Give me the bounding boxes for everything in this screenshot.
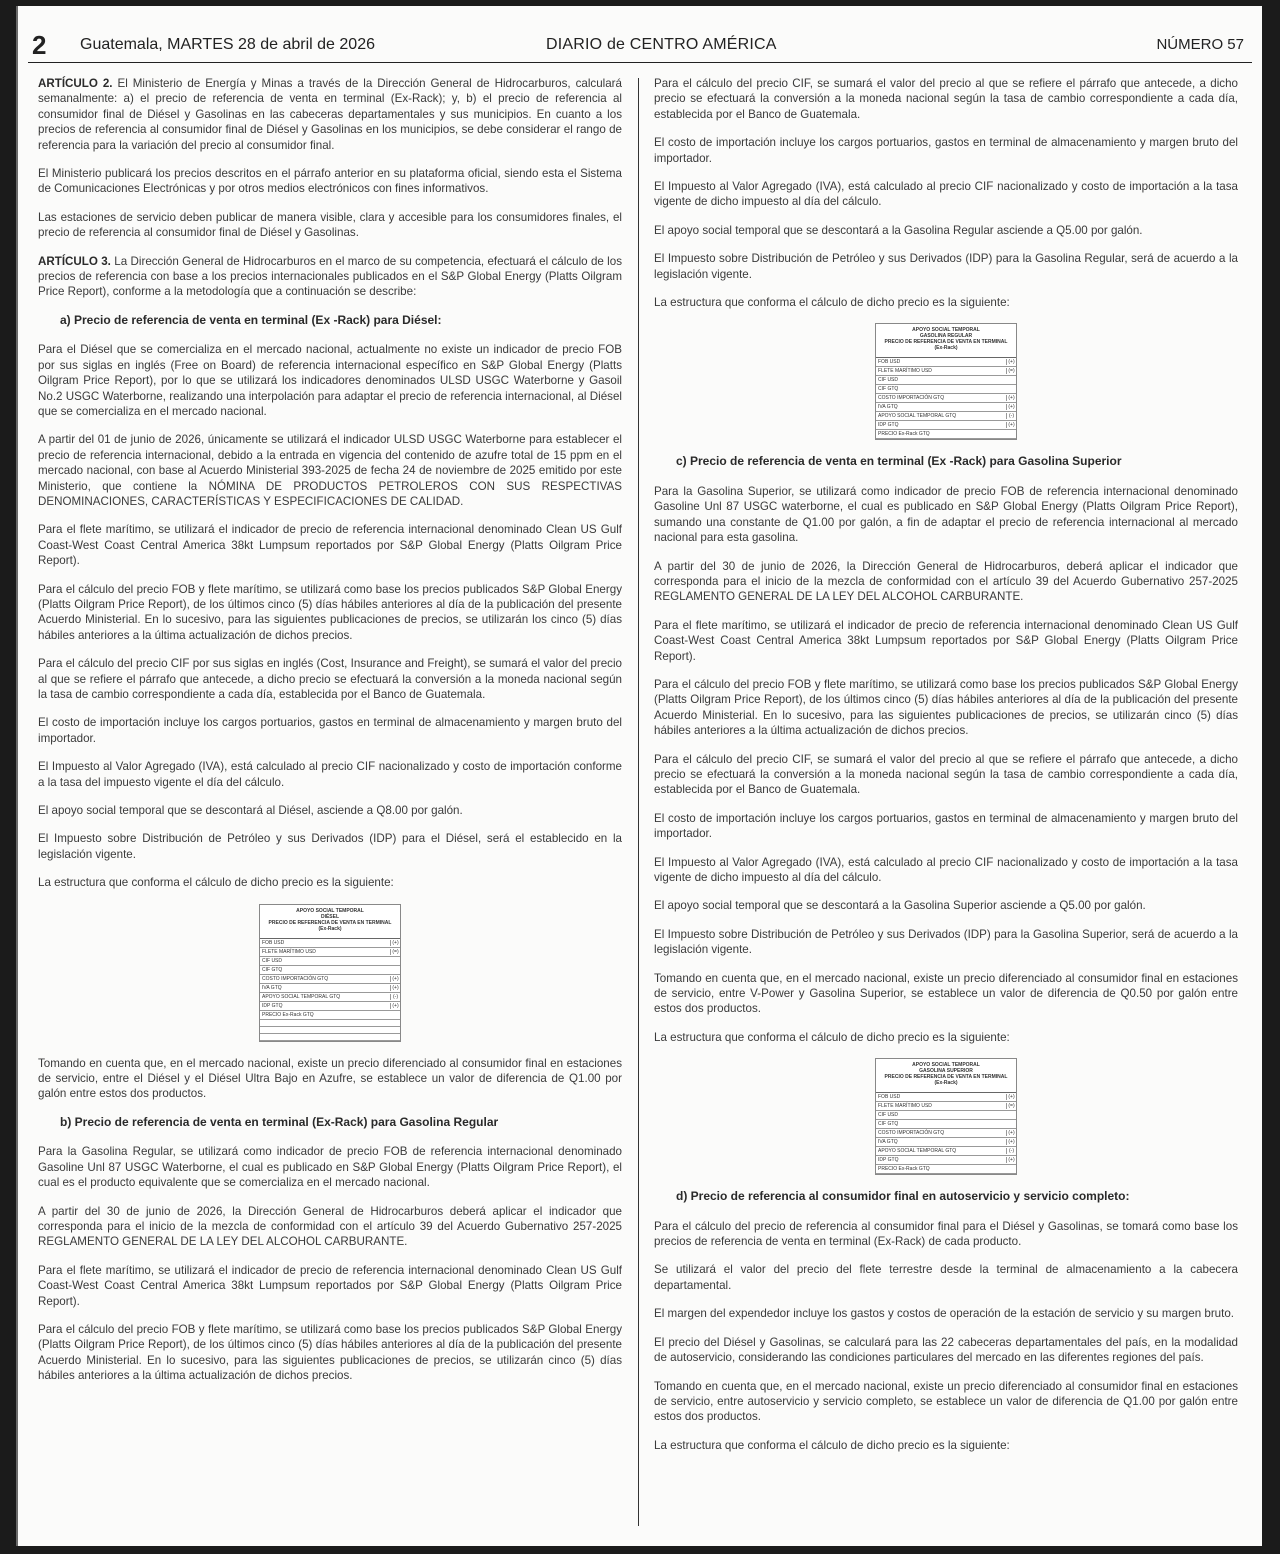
paragraph: El apoyo social temporal que se descontará a la Gasolina Superior asciende a Q5.00 por galón. (654, 899, 1146, 913)
figure-row: CIF USD (876, 1111, 1016, 1120)
paragraph: La estructura que conforma el cálculo de dicho precio es la siguiente: (38, 876, 394, 890)
paragraph: El margen del expendedor incluye los gastos y costos de operación de la estación de servicio y su margen bruto. (654, 1307, 1235, 1321)
figure-row: FOB USD (+) (878, 359, 1015, 366)
paragraph: La estructura que conforma el cálculo de dicho precio es la siguiente: (654, 1438, 1010, 1452)
paragraph: La estructura que conforma el cálculo de dicho precio es la siguiente: (654, 296, 1010, 310)
paragraph: Para el flete marítimo, se utilizará el indicador de precio de referencia internacional denominado Clean US Gulf Coast-West Coast Central America 38kt Lumpsum reportados por S&P Global Energy (Platts Oilgram Price Report). (38, 1263, 622, 1308)
figure-row: PRECIO Ex-Rack GTQ (876, 1165, 1016, 1174)
figure-row: CIF USD (876, 376, 1016, 385)
figure-row: IVA GTQ (+) (878, 404, 1015, 411)
figure-spacer (260, 1027, 400, 1034)
paragraph: Tomando en cuenta que, en el mercado nacional, existe un precio diferenciado al consumidor final en estaciones de servicio, entre el Diésel y el Diésel Ultra Bajo en Azufre, se establece un valor de diferencia de Q1.00 por galón entre estos dos productos. (38, 1056, 622, 1101)
figure-row: CIF GTQ (876, 385, 1016, 394)
paragraph: El costo de importación incluye los cargos portuarios, gastos en terminal de almacenamiento y margen bruto del importador. (654, 136, 1238, 165)
newspaper-page (16, 6, 1262, 1546)
paragraph: A partir del 30 de junio de 2026, la Dirección General de Hidrocarburos deberá aplicar el indicador que corresponda para el inicio de la mezcla de conformidad con el artículo 39 del Acuerdo Gubernativo 257-2025 REGLAMENTO GENERAL DE LA LEY DEL ALCOHOL CARBURANTE. (38, 1204, 622, 1249)
paragraph: Las estaciones de servicio deben publicar de manera visible, clara y accesible para los consumidores finales, el precio de referencia al consumidor final de Diésel y Gasolinas. (38, 210, 622, 240)
paragraph: Tomando en cuenta que, en el mercado nacional, existe un precio diferenciado al consumidor final en estaciones de servicio, entre autoservicio y servicio completo, se establece un valor de diferencia de Q1.00 por galón entre estos dos productos. (654, 1379, 1238, 1424)
section-heading-b: b) Precio de referencia de venta en terminal (Ex-Rack) para Gasolina Regular (60, 1114, 499, 1129)
paragraph: El Impuesto sobre Distribución de Petróleo y sus Derivados (IDP) para la Gasolina Regular, será de acuerdo a la legislación vigente. (654, 252, 1238, 281)
figure-spacer (260, 1020, 400, 1027)
paragraph: ARTÍCULO 2. El Ministerio de Energía y Minas a través de la Dirección General de Hidrocarburos, calculará semanalmente: a) el precio de referencia de venta en terminal (Ex-Rack); y, b) el precio de referencia al consumidor final de Diésel y Gasolinas en las cabeceras departamentales y sus municipios. En cuanto a los precios de referencia al consumidor final de Diésel y Gasolinas en los municipios, se debe considerar el rango de referencia para la variación del precio al consumidor final. (38, 77, 622, 152)
figure-row: IDP GTQ (+) (878, 1157, 1015, 1164)
figure-row: PRECIO Ex-Rack GTQ (260, 1011, 400, 1020)
issue-number: NÚMERO 57 (1156, 36, 1244, 53)
paragraph: Para el cálculo del precio CIF por sus siglas en inglés (Cost, Insurance and Freight), se sumará el valor del precio al que se refiere el párrafo que antecede, a dicho precio se efectuará la conversión a la moneda nacional según la tasa de cambio correspondiente a cada día, establecida por el Banco de Guatemala. (38, 657, 622, 701)
paragraph: A partir del 30 de junio de 2026, la Dirección General de Hidrocarburos, deberá aplicar el indicador que corresponda para el inicio de la mezcla de conformidad con el artículo 39 del Acuerdo Gubernativo 257-2025 REGLAMENTO GENERAL DE LA LEY DEL ALCOHOL CARBURANTE. (654, 559, 1238, 604)
paragraph: Para el cálculo del precio FOB y flete marítimo, se utilizará como base los precios publicados S&P Global Energy (Platts Oilgram Price Report), de los últimos cinco (5) días hábiles anteriores al día de la publicación del presente Acuerdo Ministerial. En lo sucesivo, para las siguientes publicaciones de precios, se utilizarán cinco (5) días hábiles anteriores a la última actualización de dichos precios. (654, 677, 1238, 738)
section-heading-c: c) Precio de referencia de venta en terminal (Ex -Rack) para Gasolina Superior (676, 454, 1122, 469)
figure-row: CIF USD (260, 957, 400, 966)
paragraph: El costo de importación incluye los cargos portuarios, gastos en terminal de almacenamiento y margen bruto del importador. (38, 716, 622, 745)
paragraph: Para el cálculo del precio CIF, se sumará el valor del precio al que se refiere el párrafo que antecede, a dicho precio se efectuará la conversión a la moneda nacional según la tasa de cambio correspondiente a cada día, establecida por el Banco de Guatemala. (654, 77, 1238, 121)
figure-row: FLETE MARÍTIMO USD (=) (878, 1103, 1015, 1110)
figure-row: APOYO SOCIAL TEMPORAL GTQ (-) (878, 413, 1014, 420)
figure-title: APOYO SOCIAL TEMPORAL GASOLINA REGULAR PRECIO DE REFERENCIA DE VENTA EN TERMINAL (Ex-Rack) (876, 324, 1016, 358)
figure-title: APOYO SOCIAL TEMPORAL DIÉSEL PRECIO DE REFERENCIA DE VENTA EN TERMINAL (Ex-Rack) (260, 905, 400, 939)
column-divider (638, 78, 639, 1526)
figure-row: COSTO IMPORTACIÓN GTQ (+) (262, 975, 399, 982)
paragraph: Para el cálculo del precio FOB y flete marítimo, se utilizará como base los precios publicados S&P Global Energy (Platts Oilgram Price Report), de los últimos cinco (5) días hábiles anteriores al día de la publicación del presente Acuerdo Ministerial. En lo sucesivo, para las siguientes publicaciones de precios, se utilizarán los cinco (5) días hábiles anteriores a la última actualización de dichos precios. (38, 582, 622, 642)
paragraph: Se utilizará el valor del precio del flete terrestre desde la terminal de almacenamiento a la cabecera departamental. (654, 1263, 1238, 1292)
figure-row: FLETE MARÍTIMO USD (=) (878, 368, 1015, 375)
price-structure-figure-regular (875, 323, 1017, 440)
right-column (654, 76, 1238, 1534)
figure-row: PRECIO Ex-Rack GTQ (876, 430, 1016, 439)
paragraph: Para el cálculo del precio de referencia al consumidor final para el Diésel y Gasolinas, se tomará como base los precios de referencia de venta en terminal (Ex-Rack) de cada producto. (654, 1219, 1238, 1249)
price-structure-figure-diesel (259, 904, 401, 1042)
paragraph: Para la Gasolina Superior, se utilizará como indicador de precio FOB de referencia internacional denominado Gasoline Unl 87 USGC waterborne, el cual es publicado en S&P Global Energy (Platts Oilgram Price Report), sumando una constante de Q1.00 por galón, a fin de adaptar el precio de referencia internacional al mercado nacional para esta gasolina. (654, 484, 1238, 545)
figure-row: COSTO IMPORTACIÓN GTQ (+) (878, 1130, 1015, 1137)
paragraph: El apoyo social temporal que se descontará al Diésel, asciende a Q8.00 por galón. (38, 804, 463, 818)
figure-row: COSTO IMPORTACIÓN GTQ (+) (878, 395, 1015, 402)
page-header (18, 6, 1262, 76)
left-column (38, 76, 622, 1534)
paragraph: ARTÍCULO 3. La Dirección General de Hidrocarburos en el marco de su competencia, efectuará el cálculo de los precios de referencia con base a los precios internacionales publicados en el S&P Global Energy (Platts Oilgram Price Report), conforme a la metodología que a continuación se describe: (38, 254, 622, 299)
price-structure-figure-superior (875, 1058, 1017, 1175)
paragraph: Para el cálculo del precio FOB y flete marítimo, se utilizará como base los precios publicados S&P Global Energy (Platts Oilgram Price Report), de los últimos cinco (5) días hábiles anteriores al día de la publicación del presente Acuerdo Ministerial. En lo sucesivo, para las siguientes publicaciones de precios, se utilizarán cinco (5) días hábiles anteriores a la última actualización de dichos precios. (38, 1322, 622, 1383)
paragraph: A partir del 01 de junio de 2026, únicamente se utilizará el indicador ULSD USGC Waterborne para establecer el precio de referencia internacional, debido a la entrada en vigencia del contenido de azufre total de 15 ppm en el mercado nacional, con base al Acuerdo Ministerial 393-2025 de fecha 24 de noviembre de 2025 emitido por este Ministerio, que contiene la NÓMINA DE PRODUCTOS PETROLEROS CON SUS RESPECTIVAS DENOMINACIONES, CARACTERÍSTICAS Y ESPECIFICACIONES DE CALIDAD. (38, 433, 622, 508)
figure-row: IDP GTQ (+) (878, 422, 1015, 429)
figure-row: APOYO SOCIAL TEMPORAL GTQ (-) (878, 1148, 1014, 1155)
figure-title: APOYO SOCIAL TEMPORAL GASOLINA SUPERIOR PRECIO DE REFERENCIA DE VENTA EN TERMINAL (Ex-Rack) (876, 1059, 1016, 1093)
figure-spacer (260, 1034, 400, 1041)
paragraph: El Impuesto al Valor Agregado (IVA), está calculado al precio CIF nacionalizado y costo de importación a la tasa vigente de dicho impuesto al día del cálculo. (654, 180, 1238, 209)
paragraph: El Impuesto sobre Distribución de Petróleo y sus Derivados (IDP) para el Diésel, será el establecido en la legislación vigente. (38, 832, 622, 861)
paragraph: El Ministerio publicará los precios descritos en el párrafo anterior en su plataforma oficial, siendo esta el Sistema de Comunicaciones Electrónicas y por otros medios electrónicos con fines informativos. (38, 167, 622, 196)
paragraph: Tomando en cuenta que, en el mercado nacional, existe un precio diferenciado al consumidor final en estaciones de servicio, entre V-Power y Gasolina Superior, se establece un valor de diferencia de Q0.50 por galón entre estos dos productos. (654, 971, 1238, 1016)
paragraph: La estructura que conforma el cálculo de dicho precio es la siguiente: (654, 1030, 1010, 1044)
article-label: ARTÍCULO 2. (38, 77, 113, 90)
figure-row: IVA GTQ (+) (878, 1139, 1015, 1146)
paragraph: El Impuesto al Valor Agregado (IVA), está calculado al precio CIF nacionalizado y costo de importación a la tasa vigente de dicho impuesto al día del cálculo. (654, 855, 1238, 884)
paragraph: Para el flete marítimo, se utilizará el indicador de precio de referencia internacional denominado Clean US Gulf Coast-West Coast Central America 38kt Lumpsum reportados por S&P Global Energy (Platts Oilgram Price Report). (38, 523, 622, 568)
figure-row: FLETE MARÍTIMO USD (=) (262, 948, 399, 955)
paragraph: Para la Gasolina Regular, se utilizará como indicador de precio FOB de referencia internacional denominado Gasoline Unl 87 USGC Waterborne, el cual es publicado en S&P Global Energy (Platts Oilgram Price Report), el cual es el producto equivalente que se comercializa en el mercado nacional. (38, 1145, 622, 1190)
paragraph: El precio del Diésel y Gasolinas, se calculará para las 22 cabeceras departamentales del país, en la modalidad de autoservicio, considerando las condiciones particulares del mercado en las diferentes regiones del país. (654, 1335, 1238, 1365)
paragraph: Para el Diésel que se comercializa en el mercado nacional, actualmente no existe un indicador de precio FOB por sus siglas en inglés (Free on Board) de referencia internacional específico en S&P Global Energy (Platts Oilgram Price Report), por lo que se utilizará los indicadores denominados ULSD USGC Waterborne y Gasoil No.2 USGC Waterborne, realizando una interpolación para adaptar el precio de referencia internacional, al Diésel que se comercializa en el mercado nacional. (38, 343, 622, 418)
figure-row: APOYO SOCIAL TEMPORAL GTQ (-) (262, 993, 398, 1000)
figure-row: IVA GTQ (+) (262, 984, 399, 991)
figure-row: FOB USD (+) (262, 939, 399, 946)
newspaper-name: DIARIO de CENTRO AMÉRICA (546, 36, 777, 53)
paragraph: El costo de importación incluye los cargos portuarios, gastos en terminal de almacenamiento y margen bruto del importador. (654, 811, 1238, 841)
section-heading-a: a) Precio de referencia de venta en terminal (Ex -Rack) para Diésel: (60, 312, 442, 327)
figure-row: CIF GTQ (876, 1120, 1016, 1129)
paragraph: El Impuesto sobre Distribución de Petróleo y sus Derivados (IDP) para la Gasolina Superior, será de acuerdo a la legislación vigente. (654, 927, 1238, 957)
article-label: ARTÍCULO 3. (38, 254, 111, 268)
paragraph: Para el cálculo del precio CIF, se sumará el valor del precio al que se refiere el párrafo que antecede, a dicho precio se efectuará la conversión a la moneda nacional según la tasa de cambio correspondiente a cada día, establecida por el Banco de Guatemala. (654, 752, 1238, 797)
section-heading-d: d) Precio de referencia al consumidor final en autoservicio y servicio completo: (676, 1189, 1130, 1204)
header-rule (28, 62, 1252, 63)
paragraph: El Impuesto al Valor Agregado (IVA), está calculado al precio CIF nacionalizado y costo de importación conforme a la tasa del impuesto vigente el día del cálculo. (38, 760, 622, 789)
paragraph: El apoyo social temporal que se descontará a la Gasolina Regular asciende a Q5.00 por galón. (654, 223, 1143, 237)
figure-row: CIF GTQ (260, 966, 400, 975)
paragraph: Para el flete marítimo, se utilizará el indicador de precio de referencia internacional denominado Clean US Gulf Coast-West Coast Central America 38kt Lumpsum reportados por S&P Global Energy (Platts Oilgram Price Report). (654, 618, 1238, 663)
figure-row: FOB USD (+) (878, 1094, 1015, 1101)
figure-row: IDP GTQ (+) (262, 1002, 399, 1009)
page-number: 2 (32, 30, 47, 60)
header-date: Guatemala, MARTES 28 de abril de 2026 (80, 36, 375, 53)
